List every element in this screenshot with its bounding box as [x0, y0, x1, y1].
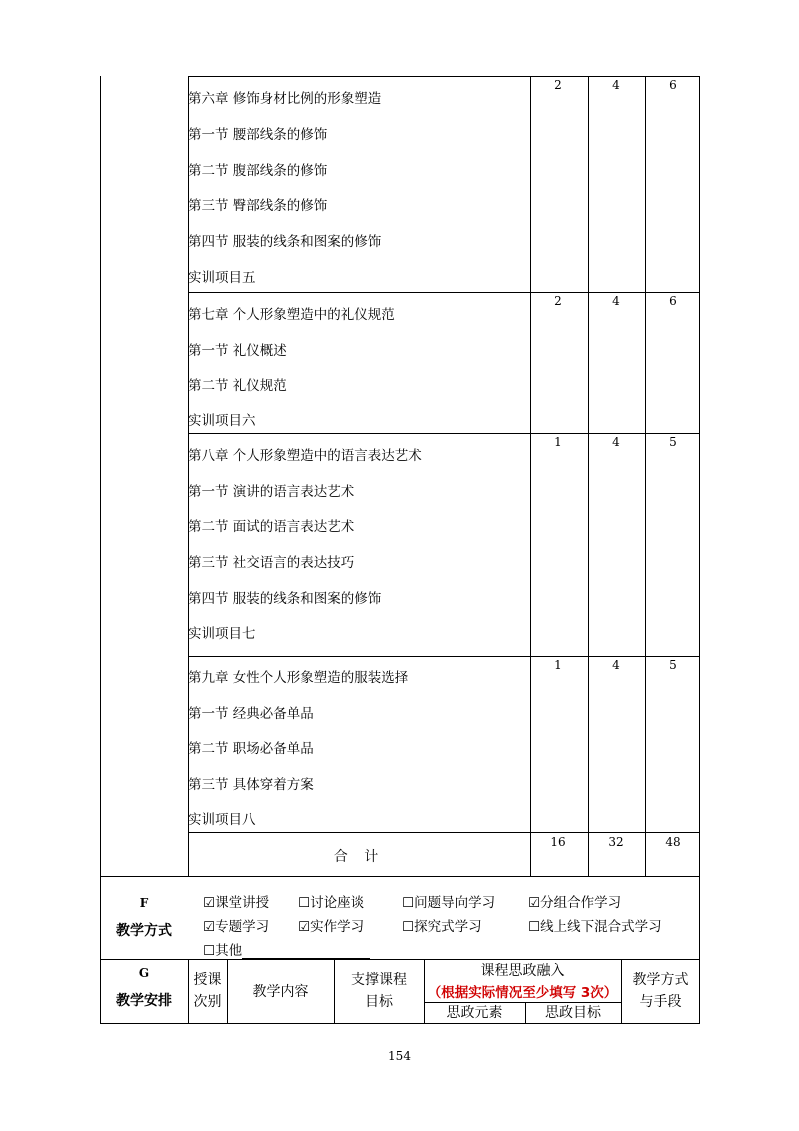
hours-total: 5 — [669, 435, 677, 449]
section-line: 第一节 经典必备单品 — [188, 706, 314, 722]
grid-line — [530, 76, 531, 876]
section-letter: G — [138, 966, 150, 980]
ideology-note: （根据实际情况至少填写 3次） — [427, 985, 618, 1001]
section-line: 第三节 具体穿着方案 — [188, 777, 314, 793]
grid-line — [100, 876, 700, 877]
header-line: 次别 — [193, 994, 222, 1010]
checkbox-empty-icon[interactable]: ☐ — [402, 895, 415, 911]
section-g-label — [100, 966, 188, 1010]
section-line: 第三节 臀部线条的修饰 — [188, 198, 328, 214]
section-line: 第一节 演讲的语言表达艺术 — [188, 484, 355, 500]
header-line: 目标 — [365, 994, 393, 1010]
option-label: 讨论座谈 — [310, 895, 365, 911]
option-inquiry[interactable] — [402, 915, 482, 935]
option-lecture[interactable] — [203, 891, 269, 911]
option-label: 其他 — [215, 943, 243, 959]
grid-line — [588, 76, 589, 876]
hours-total: 6 — [669, 78, 677, 92]
section-line: 第二节 腹部线条的修饰 — [188, 163, 328, 179]
checkbox-empty-icon[interactable]: ☐ — [528, 919, 541, 935]
hours-total: 6 — [669, 294, 677, 308]
grid-line — [188, 292, 700, 293]
col-targets-header: 思政目标 — [545, 1005, 601, 1021]
page-number: 154 — [388, 1049, 411, 1063]
total-practice: 32 — [608, 835, 624, 849]
total-hours: 48 — [665, 835, 681, 849]
hours-practice: 4 — [612, 78, 620, 92]
hours-lecture: 2 — [554, 294, 562, 308]
section-line: 第四节 服装的线条和图案的修饰 — [188, 591, 382, 607]
total-label: 合 计 — [333, 849, 385, 865]
header-line: 授课 — [193, 972, 222, 988]
col-session-header — [188, 969, 227, 1013]
hours-practice: 4 — [612, 435, 620, 449]
option-problem-based[interactable] — [402, 891, 495, 911]
option-topic-study[interactable] — [203, 915, 269, 935]
grid-line — [188, 832, 700, 833]
header-line: 课程思政融入 — [480, 963, 565, 979]
grid-line — [188, 76, 700, 77]
option-label: 课堂讲授 — [215, 895, 270, 911]
section-line: 第三节 社交语言的表达技巧 — [188, 555, 355, 571]
col-ideology-header — [424, 960, 621, 1004]
option-label: 专题学习 — [215, 919, 270, 935]
section-line: 第四节 服装的线条和图案的修饰 — [188, 234, 382, 250]
checkbox-checked-icon[interactable]: ☑ — [528, 895, 541, 911]
section-line: 第一节 腰部线条的修饰 — [188, 127, 328, 143]
section-line: 第一节 礼仪概述 — [188, 343, 287, 359]
training-line: 实训项目七 — [188, 626, 256, 642]
chapter-title: 第八章 个人形象塑造中的语言表达艺术 — [188, 448, 422, 464]
training-line: 实训项目六 — [188, 413, 256, 429]
section-line: 第二节 职场必备单品 — [188, 741, 314, 757]
checkbox-empty-icon[interactable]: ☐ — [298, 895, 311, 911]
col-goal-header — [334, 969, 424, 1013]
checkbox-empty-icon[interactable]: ☐ — [402, 919, 415, 935]
training-line: 实训项目五 — [188, 270, 256, 286]
col-content-header: 教学内容 — [252, 984, 309, 1000]
col-method-header — [621, 969, 700, 1013]
checkbox-checked-icon[interactable]: ☑ — [203, 895, 216, 911]
header-line: 教学方式 — [632, 972, 689, 988]
syllabus-table — [100, 76, 700, 1024]
option-label: 问题导向学习 — [414, 895, 496, 911]
hours-total: 5 — [669, 658, 677, 672]
option-blended[interactable] — [528, 915, 662, 935]
option-label: 探究式学习 — [414, 919, 482, 935]
section-line: 第二节 面试的语言表达艺术 — [188, 519, 355, 535]
option-discussion[interactable] — [298, 891, 364, 911]
option-practical[interactable] — [298, 915, 364, 935]
hours-lecture: 1 — [554, 658, 562, 672]
hours-lecture: 1 — [554, 435, 562, 449]
section-letter: F — [139, 896, 149, 910]
header-line: 与手段 — [639, 994, 682, 1010]
option-label: 实作学习 — [310, 919, 365, 935]
other-fill-line[interactable] — [242, 944, 370, 959]
section-title: 教学安排 — [116, 993, 172, 1009]
total-lecture: 16 — [550, 835, 566, 849]
section-line: 第二节 礼仪规范 — [188, 378, 287, 394]
col-elements-header: 思政元素 — [446, 1005, 503, 1021]
chapter-title: 第六章 修饰身材比例的形象塑造 — [188, 91, 382, 107]
hours-practice: 4 — [612, 658, 620, 672]
header-line: 支撑课程 — [351, 972, 407, 988]
checkbox-checked-icon[interactable]: ☑ — [298, 919, 311, 935]
training-line: 实训项目八 — [188, 812, 256, 828]
checkbox-empty-icon[interactable]: ☐ — [203, 943, 216, 959]
hours-practice: 4 — [612, 294, 620, 308]
hours-lecture: 2 — [554, 78, 562, 92]
option-other[interactable] — [203, 939, 370, 959]
grid-line — [188, 656, 700, 657]
section-f-label — [100, 896, 188, 940]
grid-line — [645, 76, 646, 876]
chapter-title: 第七章 个人形象塑造中的礼仪规范 — [188, 307, 395, 323]
option-group-work[interactable] — [528, 891, 621, 911]
option-label: 分组合作学习 — [540, 895, 622, 911]
chapter-title: 第九章 女性个人形象塑造的服装选择 — [188, 670, 409, 686]
section-title: 教学方式 — [116, 923, 172, 939]
option-label: 线上线下混合式学习 — [540, 919, 662, 935]
grid-line — [188, 433, 700, 434]
checkbox-checked-icon[interactable]: ☑ — [203, 919, 216, 935]
